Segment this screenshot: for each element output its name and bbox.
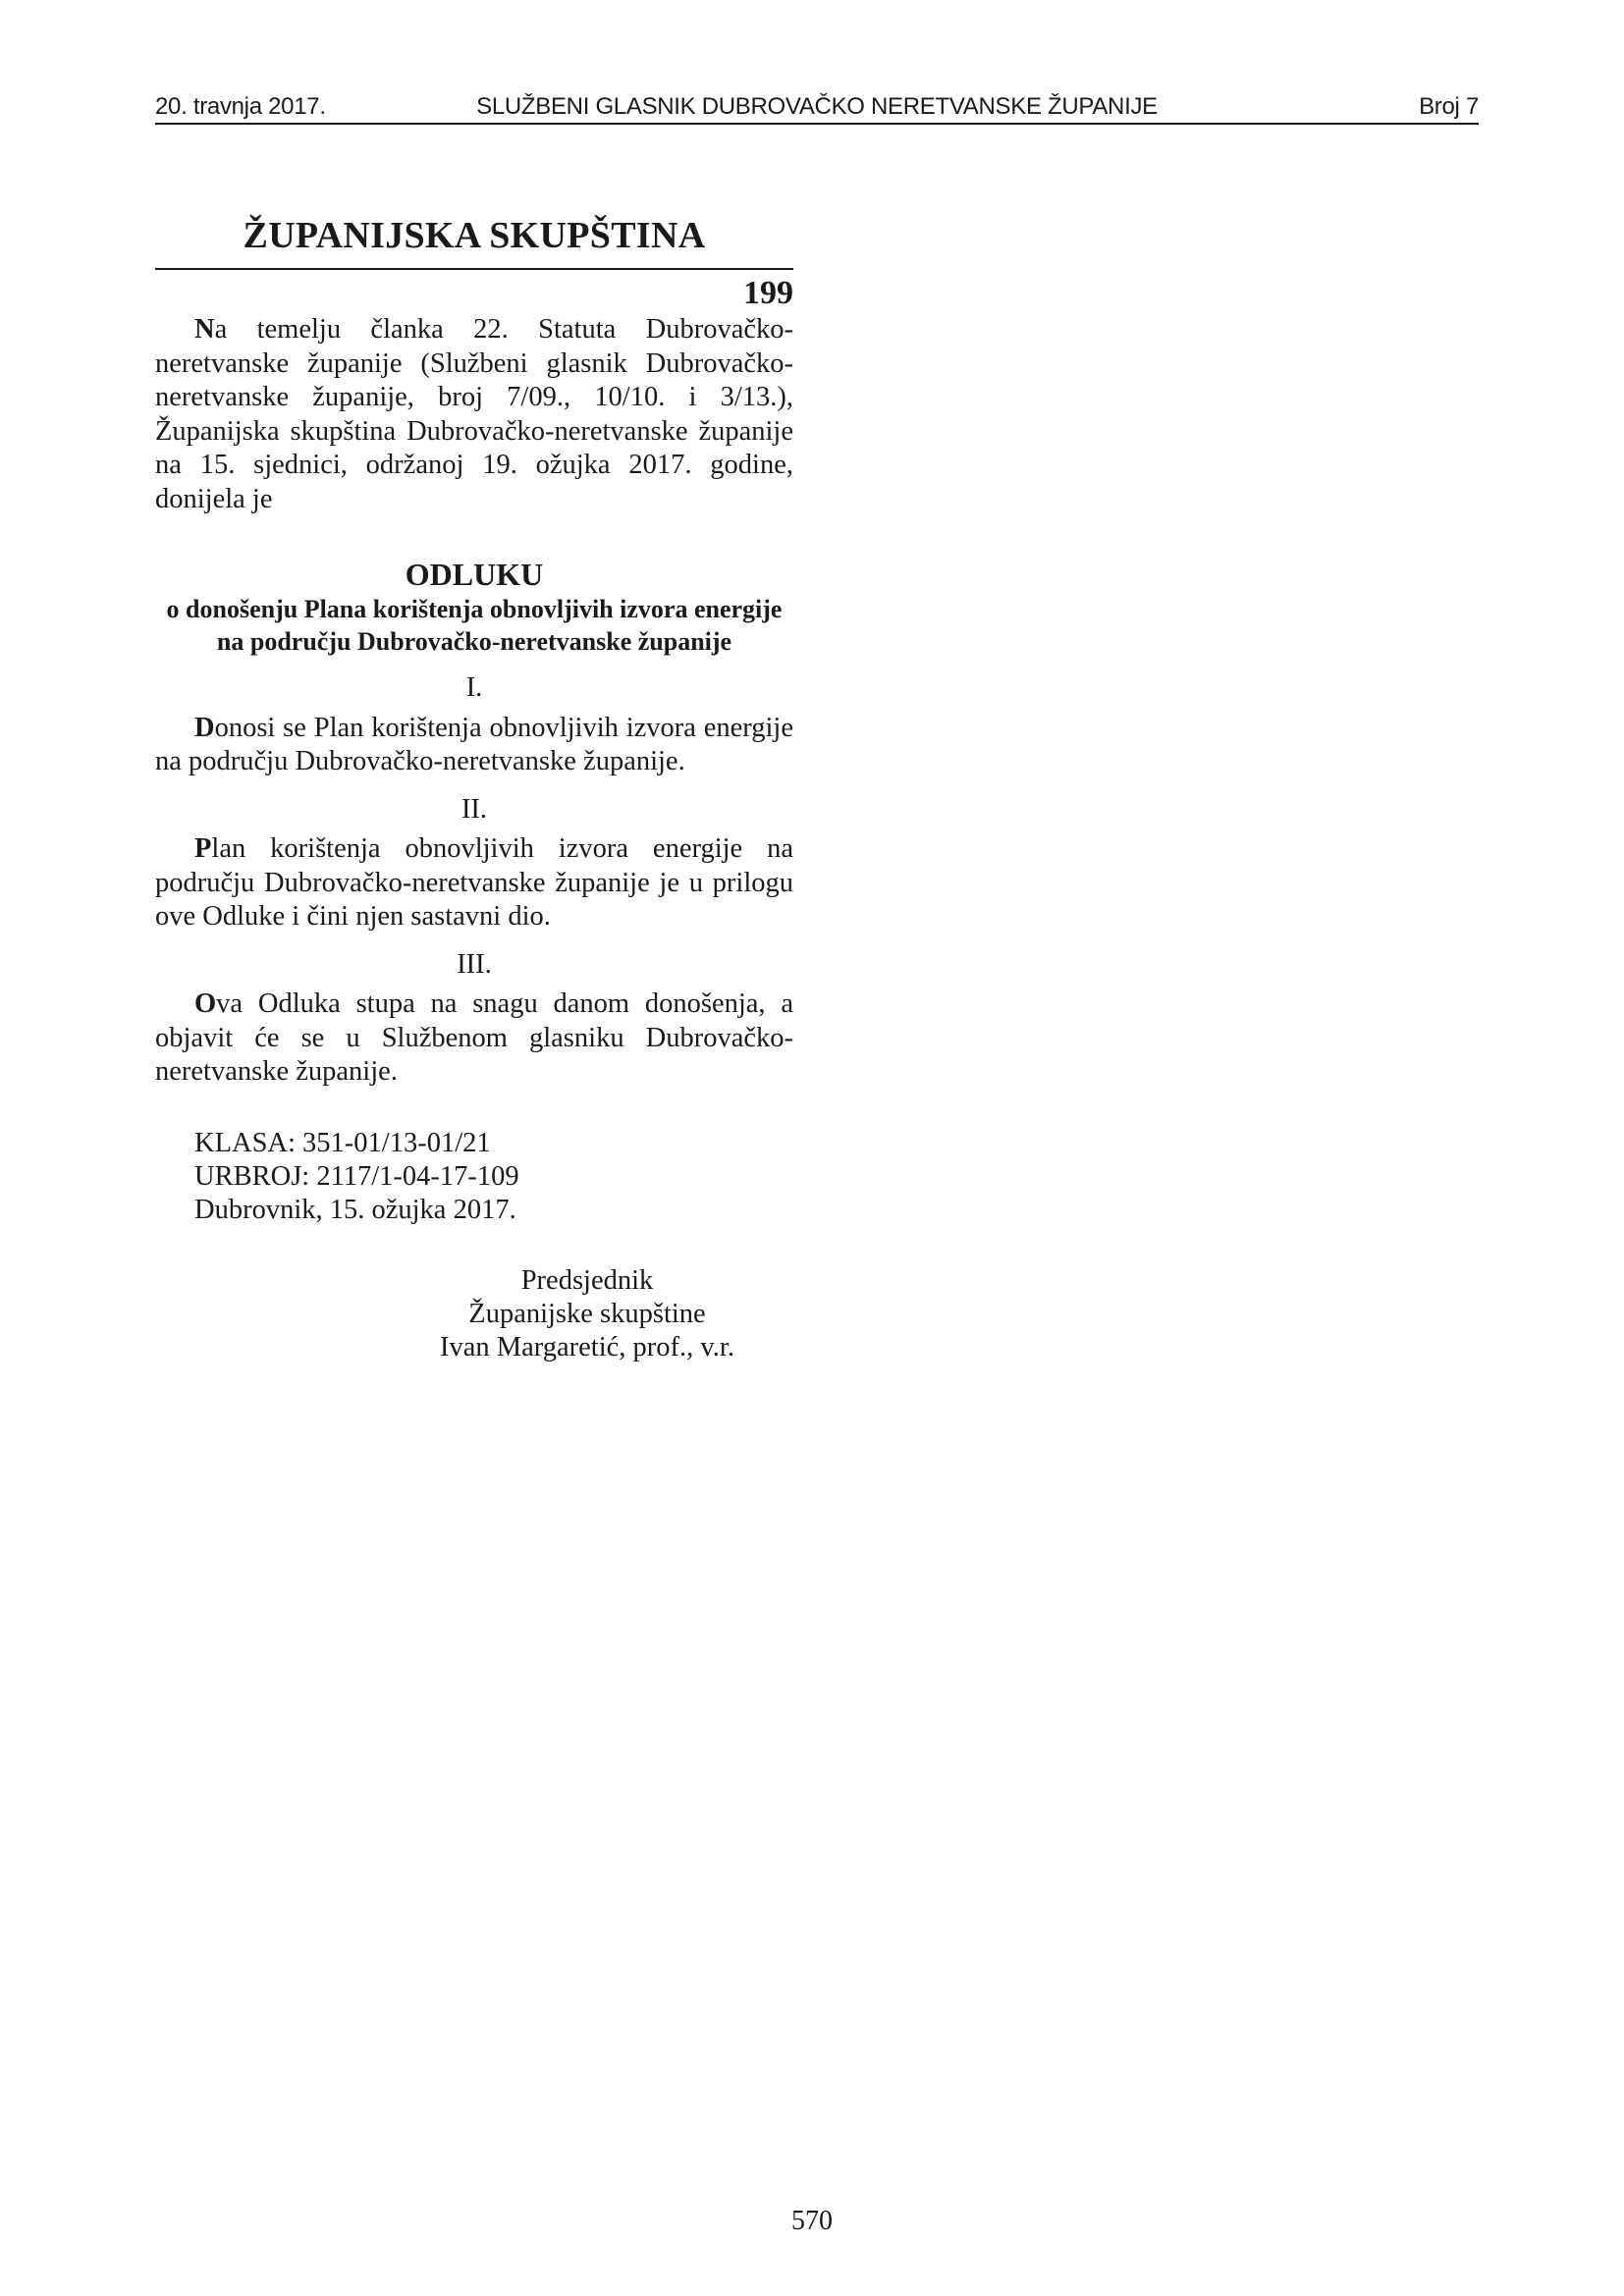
article-initial: P (194, 833, 212, 864)
article-number: I. (465, 672, 483, 703)
article-body: onosi se Plan korištenja obnovljivih izvora energije na području Dubrovačko-neretvanske županije. (155, 712, 793, 776)
signature-block (155, 1264, 793, 1364)
article-text (155, 988, 793, 1090)
article-number: II. (460, 793, 488, 825)
decision-subtitle: o donošenju Plana korištenja obnovljivih izvora energije na području Dubrovačko-neretvanske županije (166, 595, 783, 656)
signature-name: Ivan Margaretić, prof., v.r. (440, 1331, 734, 1362)
preamble (155, 313, 793, 516)
page-number: 570 (791, 2206, 833, 2236)
section-title: ŽUPANIJSKA SKUPŠTINA (155, 211, 793, 270)
header-issue: Broj 7 (1419, 93, 1479, 120)
page-header (155, 93, 1479, 125)
decision-title: ODLUKU (405, 557, 544, 592)
preamble-initial: N (194, 314, 215, 345)
signature-role: Predsjednik (520, 1264, 654, 1296)
article-text (155, 832, 793, 934)
article-initial: O (194, 988, 217, 1019)
article-initial: D (194, 712, 215, 743)
header-date: 20. travnja 2017. (155, 93, 326, 120)
article-text (155, 712, 793, 779)
article-number: III. (457, 948, 492, 980)
preamble-text: a temelju članka 22. Statuta Dubrovačko-neretvanske županije (Službeni glasnik Dubrovačko-neretvanske županije, broj 7/09., 10/10. i 3/13.), Županijska skupština Dubrovačko-neretvanske županije na 15. sjednici, održanoj 19. ožujka 2017. godine, donijela je (155, 314, 793, 514)
left-column (155, 211, 793, 1364)
header-publication: SLUŽBENI GLASNIK DUBROVAČKO NERETVANSKE ŽUPANIJE (476, 93, 1158, 120)
article-body: va Odluka stupa na snagu danom donošenja, a objavit će se u Službenom glasniku Dubrovačko-neretvanske županije. (155, 988, 793, 1087)
signature-body: Županijske skupštine (468, 1298, 706, 1329)
klasa: KLASA: 351-01/13-01/21 (194, 1127, 491, 1158)
urbroj: URBROJ: 2117/1-04-17-109 (194, 1160, 519, 1192)
document-number: 199 (743, 275, 793, 311)
document-metadata (155, 1127, 793, 1227)
place-date: Dubrovnik, 15. ožujka 2017. (194, 1194, 516, 1225)
article-body: lan korištenja obnovljivih izvora energije na području Dubrovačko-neretvanske županije je u prilogu ove Odluke i čini njen sastavni dio. (155, 833, 793, 932)
